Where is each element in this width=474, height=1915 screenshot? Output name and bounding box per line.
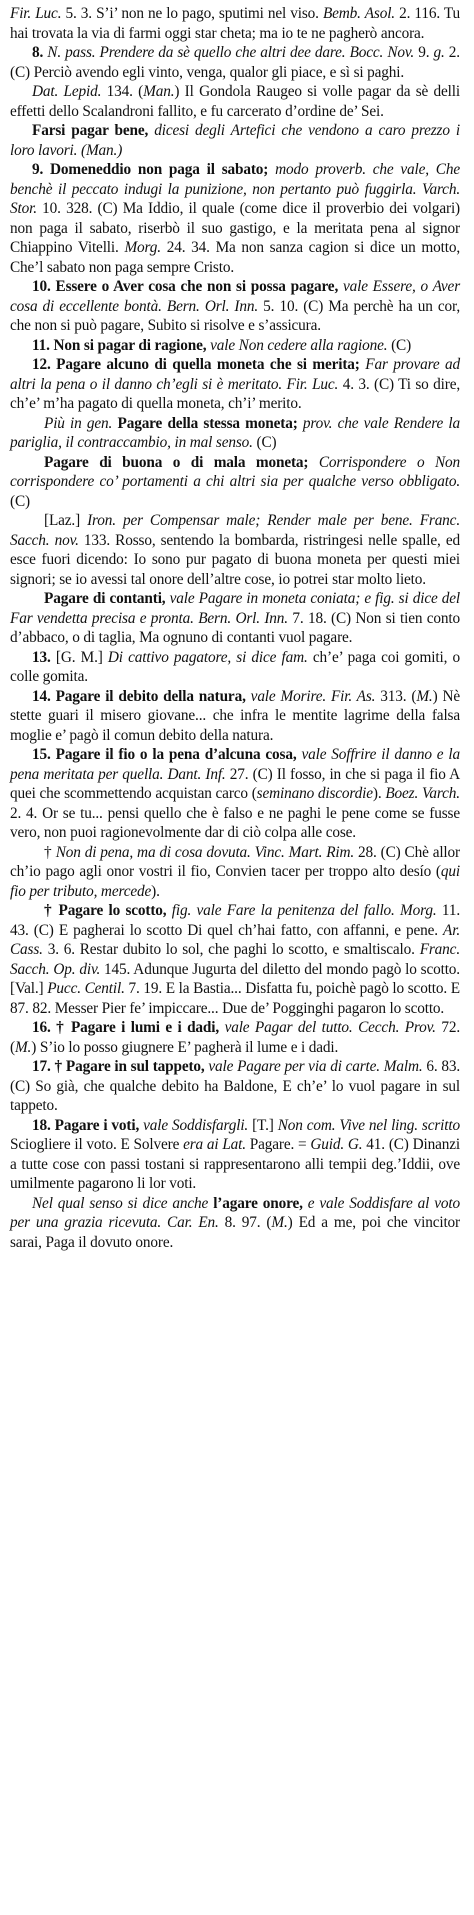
italic-run: Iron. per Compensar male; Render male per bene. Franc. Sacch. nov. (10, 512, 460, 549)
text-run: 5. 3. S’i’ non ne lo pago, sputimi nel viso. (61, 5, 323, 22)
headword-run: 14. Pagare il debito della natura, (32, 687, 246, 705)
headword-run: Pagare di buona o di mala moneta; (44, 453, 309, 471)
headword-run: 18. Pagare i voti, (32, 1116, 140, 1134)
italic-run: Non com. Vive nel ling. scritto (277, 1116, 460, 1134)
headword-run: † Pagare lo scotto, (44, 902, 167, 919)
italic-run: qui fio per tributo, mercede (10, 863, 460, 900)
italic-run: Più in gen. (44, 414, 113, 432)
italic-run: fig. vale Fare la penitenza del fallo. Morg. (166, 902, 437, 919)
headword-run: Pagare di contanti, (44, 590, 166, 607)
entry-paragraph (10, 4, 460, 43)
text-run: 313. ( (375, 687, 417, 705)
italic-run: Boez. Varch. (385, 785, 460, 802)
italic-run: Franc. Sacch. Op. div. (10, 941, 460, 978)
text-run: 2. (C) Perciò avendo egli vinto, venga, qualor gli piace, e sì si paghi. (10, 44, 460, 81)
text-run: ch’e’ paga coi gomiti, o colle gomita. (10, 648, 460, 685)
headword-run: 13. (32, 648, 51, 666)
entry-paragraph (10, 355, 460, 414)
entry-paragraph (10, 745, 460, 843)
italic-run: era ai Lat. (183, 1136, 246, 1153)
headword-run: 11. Non si pagar di ragione, (32, 336, 207, 354)
italic-run: vale Non cedere alla ragione. (206, 336, 388, 354)
italic-run: Pucc. Centil. (47, 980, 125, 997)
entry-paragraph (10, 277, 460, 336)
entry-paragraph (10, 1018, 460, 1057)
headword-run: 12. Pagare alcuno di quella moneta che si merita; (32, 356, 360, 373)
text-run: ) S’io lo posso giugnere E’ pagherà il lume e i dadi. (31, 1038, 339, 1056)
entry-paragraph (10, 121, 460, 160)
entry-text (10, 4, 460, 1252)
text-run: 6. 83. (C) So già, che qualche debito ha Baldone, E ch’e’ lo vuol pagare in sul tappeto. (10, 1058, 460, 1114)
italic-run: M. (271, 1214, 288, 1231)
text-run: 3. 6. Restar dubito lo sol, che paghi lo scotto, e smaltiscalo. (42, 941, 420, 958)
italic-run: vale Pagare in moneta coniata; e fig. si dice del Far vendetta precisa e pronta. Bern. Orl. Inn. (10, 590, 460, 627)
entry-paragraph (10, 453, 460, 512)
italic-run: Corrispondere o Non corrispondere co’ portamenti a chi altri sia per qualche verso obbligato. (10, 453, 461, 490)
text-run: [Laz.] (44, 512, 88, 529)
italic-run: vale Essere, o Aver cosa di eccellente bontà. Bern. Orl. Inn. (10, 278, 460, 315)
italic-run: g. (433, 44, 445, 61)
headword-run: Pagare della stessa moneta; (112, 414, 298, 432)
text-run: 10. 328. (C) Ma Iddio, il quale (come dice il proverbio dei volgari) non paga il sabato, riserbò il suo gastigo, e la meritata pena al signor Chiappino Vitelli. (10, 200, 460, 256)
text-run: 24. 34. Ma non sanza cagion si dice un motto, Che’l sabato non paga sempre Cristo. (10, 239, 460, 276)
entry-paragraph (10, 843, 460, 902)
headword-run: 8. (32, 44, 44, 61)
text-run: ) Nè stette guari il misero giovane... che infra le mentite lagrime della falsa moglie e’ pagò il comun debito della natura. (10, 687, 460, 744)
headword-run: l’agare onore, (208, 1194, 303, 1212)
text-run: 11. 43. (C) E pagherai lo scotto Di quel ch’hai fatto, con affanni, e pene. (10, 902, 461, 939)
italic-run: vale Pagare per via di carte. Malm. (204, 1058, 423, 1075)
text-run: 41. (C) Dinanzi a tutte cose con passi tostani si rappresentarono alli tempii deg.’Iddii, ove umilmente pagarono li lor voti. (10, 1136, 460, 1192)
entry-paragraph (10, 901, 460, 1018)
entry-paragraph (10, 1116, 460, 1194)
italic-run: N. pass. Prendere da sè quello che altri dee dare. Bocc. Nov. (43, 44, 415, 61)
italic-run: Bemb. Asol. (322, 5, 395, 22)
italic-run: vale Morire. Fir. As. (245, 687, 376, 705)
italic-run: Non di pena, ma di cosa dovuta. Vinc. Mart. Rim. (55, 843, 355, 861)
entry-paragraph (10, 82, 460, 121)
italic-run: Fir. Luc. (10, 5, 62, 22)
text-run: ). (151, 882, 160, 900)
entry-paragraph (10, 511, 460, 589)
text-run: 4. 3. (C) Ti so dire, ch’e’ m’ha pagato di quella moneta, ch’i’ merito. (10, 375, 461, 412)
headword-run: 17. † Pagare in sul tappeto, (32, 1058, 205, 1075)
headword-run: 16. † Pagare i lumi e i dadi, (32, 1019, 220, 1036)
text-run: 145. Adunque Jugurta del diletto del mondo pagò lo scotto. [Val.] (10, 960, 460, 997)
entry-paragraph (10, 336, 460, 356)
text-run: 134. ( (101, 83, 144, 100)
text-run: ). (372, 785, 386, 802)
text-run: ) Il Gondola Raugeo si volle pagar da sè delli effetti dello Scalandroni fallito, e fu carcerato d’ordine de’ Sei. (10, 83, 460, 120)
italic-run: Far provare ad altri la pena o il danno ch’egli si è meritato. Fir. Luc. (10, 356, 460, 393)
headword-run: 9. Domeneddio non paga il sabato; (32, 161, 269, 178)
entry-paragraph (10, 414, 460, 453)
text-run: 2. 4. Or se tu... pensi quello che è falso e ne paghi le pene come se fusse vero, non puoi ragionevolmente dar di ciò colpa alle cose. (10, 804, 460, 841)
italic-run: Dat. Lepid. (32, 83, 102, 100)
text-run: Pagare. = (245, 1136, 311, 1153)
headword-run: Farsi pagar bene, (32, 122, 149, 139)
italic-run: prov. che vale Rendere la pariglia, il contraccambio, in mal senso. (10, 414, 460, 451)
text-run: 8. 97. ( (218, 1214, 272, 1231)
text-run: [G. M.] (50, 648, 108, 666)
entry-paragraph (10, 1057, 460, 1116)
italic-run: vale Soddisfargli. (139, 1116, 249, 1134)
entry-paragraph (10, 648, 460, 687)
text-run: 72. ( (10, 1019, 461, 1056)
text-run: (C) (252, 434, 277, 451)
italic-run: modo proverb. che vale, Che benchè il peccato indugi la punizione, non pertanto può fuggirla. Varch. Stor. (10, 161, 460, 217)
text-run: † (44, 843, 56, 861)
entry-paragraph (10, 589, 460, 648)
entry-paragraph (10, 687, 460, 746)
entry-paragraph (10, 1194, 460, 1253)
text-run: 7. 18. (C) Non si tien conto d’abbaco, o di taglia, Ma ognuno di contanti vuol pagare. (10, 609, 460, 646)
entry-paragraph (10, 160, 460, 277)
italic-run: Nel qual senso si dice anche (32, 1194, 209, 1212)
text-run: (C) (387, 336, 412, 354)
headword-run: 15. Pagare il fio o la pena d’alcuna cosa, (32, 746, 297, 763)
italic-run: e vale Soddisfare al voto per una grazia ricevuta. Car. En. (10, 1194, 461, 1231)
italic-run: M. (14, 1038, 32, 1056)
italic-run: vale Pagar del tutto. Cecch. Prov. (219, 1019, 436, 1036)
headword-run: 10. Essere o Aver cosa che non si possa pagare, (32, 278, 339, 295)
text-run: 27. (C) Il fosso, in che si paga il fio A quei che scommettendo acquistan carco ( (10, 765, 460, 802)
text-run: ) Ed a me, poi che vincitor sarai, Paga il dovuto onore. (10, 1214, 461, 1251)
text-run: 28. (C) Chè allor ch’io pago agli onor vostri il fio, Convien tacer per troppo alto desío ( (10, 843, 460, 880)
text-run: (C) (10, 492, 30, 510)
text-run: 2. 116. Tu hai trovata la via di farmi oggi star cheta; ma io te ne pagherò ancora. (10, 5, 460, 42)
italic-run: dicesi degli Artefici che vendono a caro prezzo i loro lavori. (Man.) (10, 122, 460, 159)
italic-run: Morg. (124, 239, 161, 256)
text-run: 7. 19. E la Bastia... Disfatta fu, poichè pagò lo scotto. E 87. 82. Messer Pier fe’ impiccare... Due de’ Pogginghi pagaron lo scotto. (10, 980, 460, 1017)
text-run: [T.] (248, 1116, 278, 1134)
text-run: 5. 10. (C) Ma perchè ha un cor, che non si può pagare, Subito si risolve e s’assicura. (10, 297, 460, 334)
italic-run: Man. (143, 83, 175, 100)
text-run: 9. (414, 44, 434, 61)
text-run: 133. Rosso, sentendo la bombarda, ristringesi nelle spalle, ed esce fuori dicendo: Io sono pur pagato di buona moneta per questi miei signori; se io avessi tal onore dell’altre cose, io potrei star molto lieto. (10, 531, 460, 588)
entry-paragraph (10, 43, 460, 82)
italic-run: Ar. Cass. (10, 921, 460, 958)
italic-run: Di cattivo pagatore, si dice fam. (107, 648, 308, 666)
italic-run: seminano discordie (256, 785, 373, 802)
italic-run: M. (416, 687, 433, 705)
italic-run: vale Soffrire il danno e la pena meritata per quella. Dant. Inf. (10, 746, 460, 783)
text-run: Sciogliere il voto. E Solvere (10, 1136, 184, 1153)
italic-run: Guid. G. (310, 1136, 363, 1153)
